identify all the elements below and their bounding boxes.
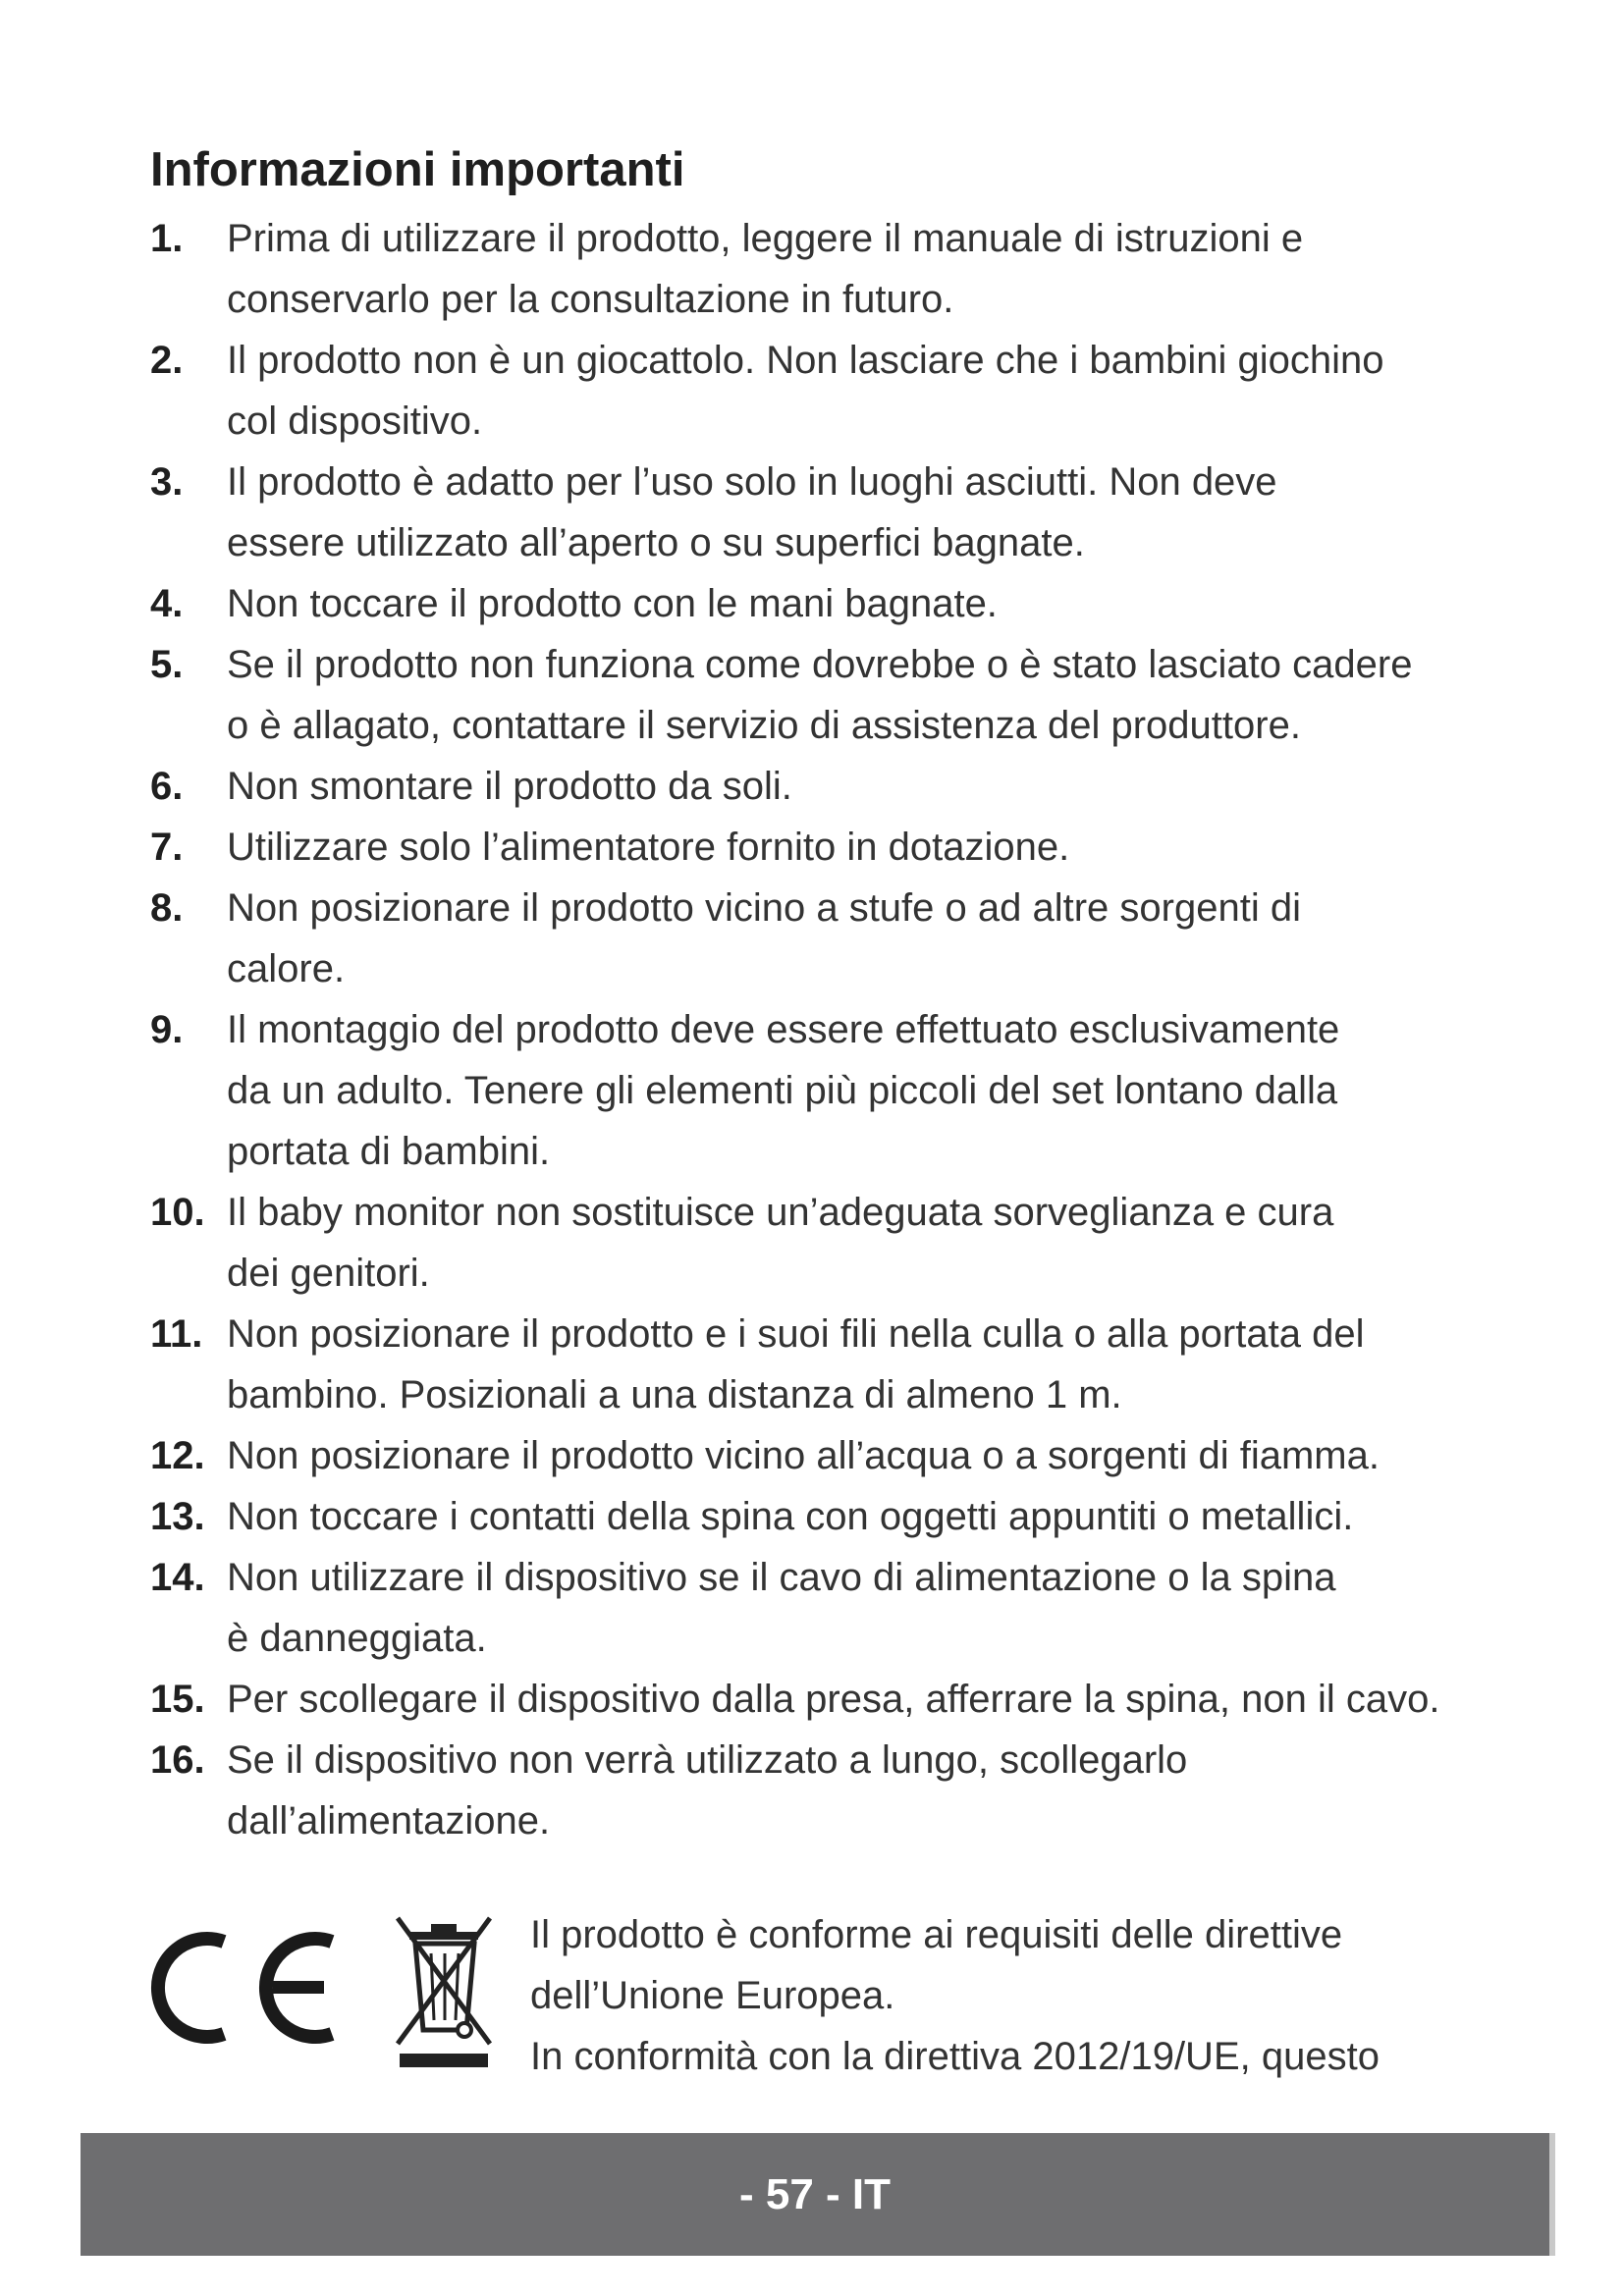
item-text-line: Non smontare il prodotto da soli. bbox=[227, 765, 792, 808]
item-text-line: Il montaggio del prodotto deve essere effettuato esclusivamente bbox=[227, 1008, 1340, 1051]
list-item bbox=[150, 878, 1525, 999]
item-number: 4. bbox=[150, 582, 184, 625]
item-text-line: Non toccare i contatti della spina con oggetti appuntiti o metallici. bbox=[227, 1495, 1354, 1538]
list-item bbox=[150, 1304, 1525, 1425]
item-number: 15. bbox=[150, 1678, 205, 1721]
item-text-line: conservarlo per la consultazione in futuro. bbox=[227, 278, 954, 321]
item-text-line: dei genitori. bbox=[227, 1252, 430, 1295]
item-number: 16. bbox=[150, 1738, 205, 1782]
compliance-line: Il prodotto è conforme ai requisiti delle direttive bbox=[530, 1913, 1343, 1956]
item-number: 8. bbox=[150, 886, 184, 930]
item-number: 14. bbox=[150, 1556, 205, 1599]
item-number: 6. bbox=[150, 765, 184, 808]
item-text-line: Non posizionare il prodotto e i suoi fili nella culla o alla portata del bbox=[227, 1312, 1365, 1356]
list-item bbox=[150, 999, 1525, 1182]
list-item bbox=[150, 634, 1525, 756]
item-number: 5. bbox=[150, 643, 184, 686]
item-text-line: Non posizionare il prodotto vicino a stufe o ad altre sorgenti di bbox=[227, 886, 1301, 930]
item-text-line: o è allagato, contattare il servizio di assistenza del produttore. bbox=[227, 704, 1301, 747]
item-text-line: Non posizionare il prodotto vicino all’acqua o a sorgenti di fiamma. bbox=[227, 1434, 1380, 1477]
ce-mark-icon bbox=[147, 1924, 344, 2052]
item-text-line: è danneggiata. bbox=[227, 1617, 487, 1660]
list-item bbox=[150, 330, 1525, 452]
item-number: 12. bbox=[150, 1434, 205, 1477]
item-text-line: dall’alimentazione. bbox=[227, 1799, 551, 1842]
item-text-line: Per scollegare il dispositivo dalla presa, afferrare la spina, non il cavo. bbox=[227, 1678, 1440, 1721]
list-item bbox=[150, 1669, 1525, 1730]
compliance-line: dell’Unione Europea. bbox=[530, 1974, 895, 2017]
item-number: 13. bbox=[150, 1495, 205, 1538]
item-text-line: Il prodotto non è un giocattolo. Non lasciare che i bambini giochino bbox=[227, 339, 1384, 382]
list-item bbox=[150, 817, 1525, 878]
item-text-line: Il baby monitor non sostituisce un’adeguata sorveglianza e cura bbox=[227, 1191, 1334, 1234]
item-number: 3. bbox=[150, 460, 184, 504]
list-item bbox=[150, 1486, 1525, 1547]
item-text-line: bambino. Posizionali a una distanza di almeno 1 m. bbox=[227, 1373, 1122, 1416]
compliance-section bbox=[147, 1904, 1522, 2101]
compliance-line: In conformità con la direttiva 2012/19/UE, questo bbox=[530, 2035, 1380, 2078]
item-number: 9. bbox=[150, 1008, 184, 1051]
compliance-text bbox=[530, 1904, 1380, 2087]
item-text-line: Il prodotto è adatto per l’uso solo in luoghi asciutti. Non deve bbox=[227, 460, 1277, 504]
item-text-line: Prima di utilizzare il prodotto, leggere il manuale di istruzioni e bbox=[227, 217, 1304, 260]
item-text-line: calore. bbox=[227, 947, 346, 990]
page-footer-bar bbox=[81, 2133, 1555, 2256]
item-text-line: essere utilizzato all’aperto o su superfici bagnate. bbox=[227, 521, 1085, 564]
item-text-line: Utilizzare solo l’alimentatore fornito in dotazione. bbox=[227, 826, 1070, 869]
item-text-line: Se il prodotto non funziona come dovrebbe o è stato lasciato cadere bbox=[227, 643, 1413, 686]
item-number: 11. bbox=[150, 1312, 203, 1356]
page-title: Informazioni importanti bbox=[150, 143, 685, 196]
list-item bbox=[150, 1730, 1525, 1851]
item-text-line: Non utilizzare il dispositivo se il cavo di alimentazione o la spina bbox=[227, 1556, 1336, 1599]
item-number: 10. bbox=[150, 1191, 205, 1234]
item-text-line: portata di bambini. bbox=[227, 1130, 551, 1173]
safety-instructions-list bbox=[150, 208, 1525, 1851]
list-item bbox=[150, 756, 1525, 817]
list-item bbox=[150, 1182, 1525, 1304]
weee-bin-icon bbox=[390, 1914, 498, 2071]
item-text-line: Se il dispositivo non verrà utilizzato a lungo, scollegarlo bbox=[227, 1738, 1188, 1782]
item-number: 7. bbox=[150, 826, 184, 869]
item-number: 1. bbox=[150, 217, 184, 260]
item-text-line: da un adulto. Tenere gli elementi più piccoli del set lontano dalla bbox=[227, 1069, 1338, 1112]
page-number: - 57 - IT bbox=[738, 2169, 892, 2218]
list-item bbox=[150, 208, 1525, 330]
list-item bbox=[150, 573, 1525, 634]
item-text-line: Non toccare il prodotto con le mani bagnate. bbox=[227, 582, 998, 625]
item-text-line: col dispositivo. bbox=[227, 400, 483, 443]
list-item bbox=[150, 1547, 1525, 1669]
list-item bbox=[150, 1425, 1525, 1486]
item-number: 2. bbox=[150, 339, 184, 382]
list-item bbox=[150, 452, 1525, 573]
